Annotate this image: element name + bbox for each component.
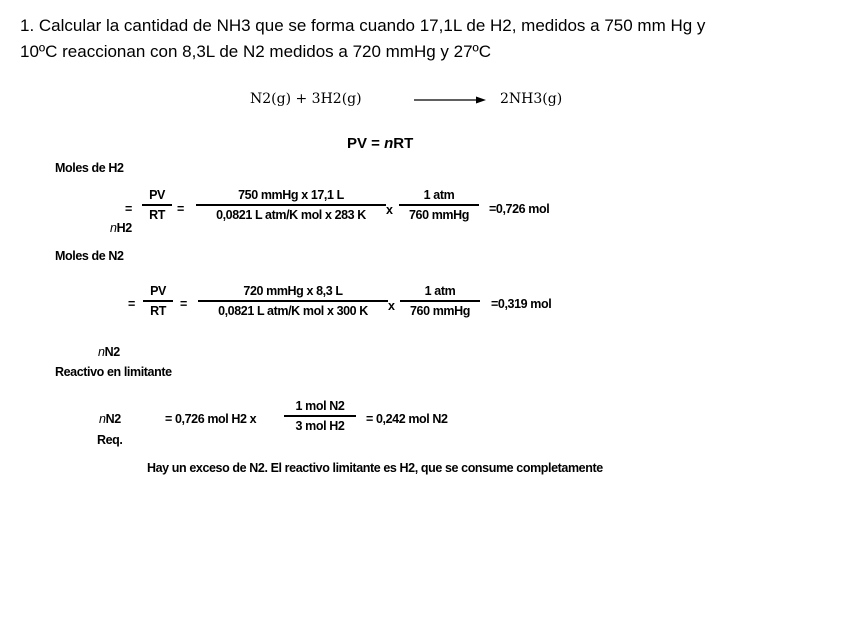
limiting-n-label: nN2 <box>99 412 121 426</box>
h2-n-label: nH2 <box>110 221 132 235</box>
n2-conversion-fraction <box>400 284 480 318</box>
conclusion: Hay un exceso de N2. El reactivo limitante es H2, que se consume completamente <box>147 461 603 475</box>
h2-pv-rt-fraction <box>142 188 172 222</box>
reaction-reactants: N2(g) + 3H2(g) <box>250 91 362 107</box>
problem-line-2: 10ºC reaccionan con 8,3L de N2 medidos a 720 mmHg y 27ºC <box>20 42 492 61</box>
h2-conversion-fraction <box>399 188 479 222</box>
h2-numerator: 750 mmHg x 17,1 L <box>238 188 344 202</box>
h2-heading: Moles de H2 <box>55 161 124 175</box>
n2-denominator: 0,0821 L atm/K mol x 300 K <box>218 303 368 318</box>
limiting-fraction <box>284 399 356 433</box>
n2-eq1: = <box>128 297 135 311</box>
pv: PV <box>150 284 166 298</box>
problem-line-1: 1. Calcular la cantidad de NH3 que se forma cuando 17,1L de H2, medidos a 750 mm Hg y <box>20 16 706 35</box>
n2-eq2: = <box>180 297 187 311</box>
conv-num: 1 atm <box>424 284 456 298</box>
limiting-expr: = 0,726 mol H2 x <box>165 412 257 426</box>
h2-eq2: = <box>177 202 184 216</box>
h2-eq1: = <box>125 202 132 216</box>
n2-heading: Moles de N2 <box>55 249 124 263</box>
gas-law-right: RT <box>393 135 414 152</box>
n2-main-fraction <box>198 284 388 318</box>
arrow-right-icon <box>414 95 486 105</box>
limiting-result: = 0,242 mol N2 <box>366 412 448 426</box>
reaction-products: 2NH3(g) <box>500 91 563 107</box>
gas-law-n: n <box>384 135 394 152</box>
frac-den: 3 mol H2 <box>295 418 345 433</box>
conv-num: 1 atm <box>423 188 455 202</box>
conv-den: 760 mmHg <box>408 207 470 222</box>
rt: RT <box>150 303 166 318</box>
n2-n-label: nN2 <box>98 345 120 359</box>
frac-num: 1 mol N2 <box>295 399 345 413</box>
n2-result: =0,319 mol <box>491 297 552 311</box>
pv: PV <box>149 188 165 202</box>
h2-result: =0,726 mol <box>489 202 550 216</box>
h2-main-fraction <box>196 188 386 222</box>
n2-numerator: 720 mmHg x 8,3 L <box>243 284 343 298</box>
n2-pv-rt-fraction <box>143 284 173 318</box>
limiting-req: Req. <box>97 433 123 447</box>
h2-denominator: 0,0821 L atm/K mol x 283 K <box>216 207 366 222</box>
n2-times: x <box>388 299 395 313</box>
gas-law-left: PV = <box>347 135 385 152</box>
conv-den: 760 mmHg <box>409 303 471 318</box>
limiting-heading: Reactivo en limitante <box>55 365 172 379</box>
h2-times: x <box>386 203 393 217</box>
gas-law <box>347 135 413 152</box>
rt: RT <box>149 207 165 222</box>
